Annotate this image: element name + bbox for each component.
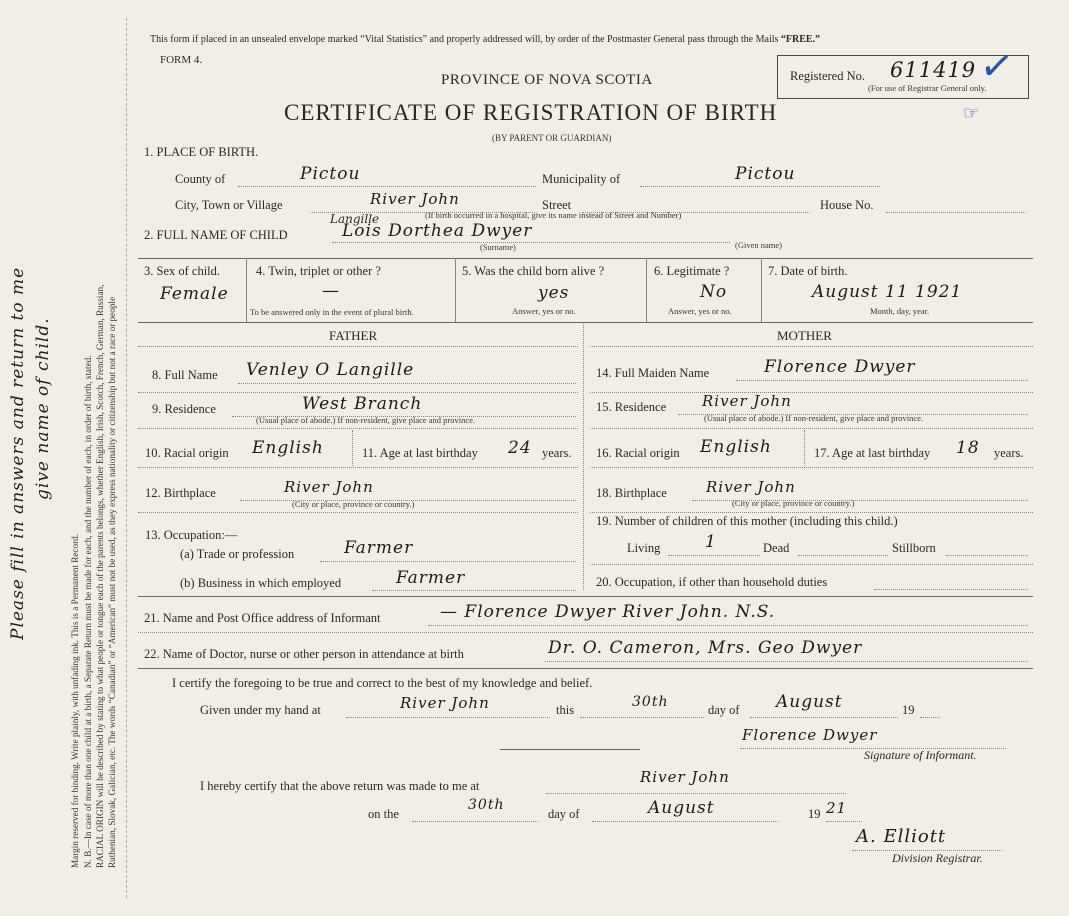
mother-birthplace-value: River John: [706, 478, 796, 496]
father-birthplace-value: River John: [284, 478, 374, 496]
child-name-label: 2. FULL NAME OF CHILD: [144, 228, 288, 242]
mother-heading: MOTHER: [777, 328, 832, 343]
registrar-day-of-label: day of: [548, 807, 580, 821]
father-birthplace-label: 12. Birthplace: [145, 486, 216, 500]
mother-race-value: English: [700, 437, 772, 457]
alive-label: 5. Was the child born alive ?: [462, 264, 605, 278]
surname-caption: (Surname): [480, 242, 516, 252]
father-age-value: 24: [508, 438, 532, 458]
alive-value: yes: [538, 283, 570, 303]
signature-caption: Signature of Informant.: [864, 748, 977, 762]
father-age-label: 11. Age at last birthday: [362, 446, 478, 460]
registrar-year-prefix: 19: [808, 807, 821, 821]
father-occupation-label: 13. Occupation:—: [145, 528, 238, 542]
certify-text: I certify the foregoing to be true and correct to the best of my knowledge and belief.: [172, 676, 593, 690]
given-month-value: August: [776, 692, 843, 712]
margin-binding-note: Margin reserved for binding. Write plainly, with unfading ink. This is a Permanent Record.: [70, 533, 80, 868]
given-day-value: 30th: [632, 694, 669, 710]
registrar-month-value: August: [648, 798, 715, 818]
mother-children-label: 19. Number of children of this mother (including this child.): [596, 514, 898, 528]
father-race-value: English: [252, 438, 324, 458]
mother-residence-label: 15. Residence: [596, 400, 667, 414]
mother-name-value: Florence Dwyer: [764, 357, 916, 377]
margin-racial-origin-note-cont: Ruthenian, Slovak, Galician, etc. The words “Canadian” or “American” must not be used, as they express nationality or citizenship but not a race or people: [107, 296, 117, 868]
twin-value: —: [322, 281, 340, 301]
margin-handwritten-note-1: Please fill in answers and return to me: [8, 266, 28, 640]
sex-value: Female: [160, 284, 229, 304]
on-the-label: on the: [368, 807, 399, 821]
father-trade-label: (a) Trade or profession: [180, 547, 295, 561]
dead-label: Dead: [763, 541, 790, 555]
father-birthplace-note: (City or place, province or country.): [292, 499, 415, 509]
page-subtitle: (BY PARENT OR GUARDIAN): [492, 133, 612, 143]
father-business-label: (b) Business in which employed: [180, 576, 342, 590]
child-name-value: Lois Dorthea Dwyer: [342, 221, 533, 241]
registrar-use-note: (For use of Registrar General only.: [868, 83, 987, 93]
father-residence-label: 9. Residence: [152, 402, 216, 416]
county-value: Pictou: [300, 164, 361, 184]
street-note: (If birth occurred in a hospital, give its name instead of Street and Number): [425, 210, 682, 220]
given-name-caption: (Given name): [735, 240, 782, 250]
page-title: CERTIFICATE OF REGISTRATION OF BIRTH: [284, 100, 778, 125]
stamp-icon: ☞: [963, 103, 980, 123]
mother-residence-note: (Usual place of abode.) If non-resident, give place and province.: [704, 413, 924, 423]
mother-occupation-label: 20. Occupation, if other than household duties: [596, 575, 828, 589]
registrar-signature: A. Elliott: [856, 826, 947, 847]
mother-age-label: 17. Age at last birthday: [814, 446, 931, 460]
mother-birthplace-note: (City or place, province or country.): [732, 498, 855, 508]
twin-note: To be answered only in the event of plural birth.: [250, 307, 414, 317]
attendant-label: 22. Name of Doctor, nurse or other person in attendance at birth: [144, 647, 464, 661]
province-heading: PROVINCE OF NOVA SCOTIA: [441, 72, 653, 88]
street-label: Street: [542, 198, 572, 212]
date-of-birth-note: Month, day, year.: [870, 306, 930, 316]
given-place-value: River John: [400, 694, 490, 712]
registrar-day-value: 30th: [468, 797, 505, 813]
father-heading: FATHER: [329, 328, 378, 343]
father-residence-note: (Usual place of abode.) If non-resident, give place and province.: [256, 415, 476, 425]
mother-age-value: 18: [956, 438, 980, 458]
twin-label: 4. Twin, triplet or other ?: [256, 264, 381, 278]
stillborn-label: Stillborn: [892, 541, 936, 555]
place-of-birth-heading: 1. PLACE OF BIRTH.: [144, 145, 259, 159]
father-name-label: 8. Full Name: [152, 368, 218, 382]
registrar-year-value: 21: [826, 799, 848, 817]
legitimate-value: No: [700, 282, 728, 302]
margin-handwritten-note-2: give name of child.: [33, 317, 53, 500]
margin-racial-origin-note: RACIAL ORIGIN will be described by stating to what people or tongue each of the parents belongs, whether English, Irish, Scotch, French, German, Russian,: [95, 284, 105, 868]
registrar-caption: Division Registrar.: [892, 851, 983, 865]
mother-birthplace-label: 18. Birthplace: [596, 486, 667, 500]
date-of-birth-value: August 11 1921: [812, 282, 963, 302]
form-number: FORM 4.: [160, 54, 203, 66]
mother-age-unit: years.: [994, 446, 1024, 460]
municipality-label: Municipality of: [542, 172, 621, 186]
living-label: Living: [627, 541, 661, 555]
mother-residence-value: River John: [702, 392, 792, 410]
county-label: County of: [175, 172, 226, 186]
sex-label: 3. Sex of child.: [144, 264, 221, 278]
given-day-of-label: day of: [708, 703, 740, 717]
date-of-birth-label: 7. Date of birth.: [768, 264, 848, 278]
father-age-unit: years.: [542, 446, 572, 460]
registered-label: Registered No.: [790, 69, 865, 83]
mother-name-label: 14. Full Maiden Name: [596, 366, 710, 380]
municipality-value: Pictou: [735, 164, 796, 184]
child-surname-value: Langille: [330, 212, 380, 226]
city-label: City, Town or Village: [175, 198, 283, 212]
margin-rule: [126, 18, 127, 898]
legitimate-label: 6. Legitimate ?: [654, 264, 730, 278]
mother-race-label: 16. Racial origin: [596, 446, 680, 460]
living-value: 1: [705, 532, 717, 552]
informant-signature: Florence Dwyer: [742, 726, 878, 744]
house-label: House No.: [820, 198, 874, 212]
registrar-place-value: River John: [640, 768, 730, 786]
father-residence-value: West Branch: [302, 394, 423, 414]
informant-label: 21. Name and Post Office address of Informant: [144, 611, 381, 625]
father-trade-value: Farmer: [344, 538, 414, 558]
legitimate-note: Answer, yes or no.: [668, 306, 732, 316]
attendant-value: Dr. O. Cameron, Mrs. Geo Dwyer: [548, 638, 863, 658]
mail-notice: This form if placed in an unsealed envelope marked “Vital Statistics” and properly addressed will, by order of the Postmaster General pass through the Mails “FREE.”: [150, 34, 821, 45]
alive-note: Answer, yes or no.: [512, 306, 576, 316]
check-mark-icon: ✓: [976, 41, 1017, 93]
father-business-value: Farmer: [396, 568, 466, 588]
registrar-statement: I hereby certify that the above return was made to me at: [200, 779, 480, 793]
given-under-label: Given under my hand at: [200, 703, 321, 717]
margin-nb-note: N. B.—In case of more than one child at a birth, a Separate Return must be made for each, and the number of each, in order of birth, stated.: [83, 355, 93, 868]
given-year-prefix: 19: [902, 703, 915, 717]
father-name-value: Venley O Langille: [246, 360, 415, 380]
city-value: River John: [370, 190, 460, 208]
this-label: this: [556, 703, 575, 717]
registered-number: 611419: [890, 58, 977, 82]
informant-value: — Florence Dwyer River John. N.S.: [440, 602, 776, 622]
father-race-label: 10. Racial origin: [145, 446, 229, 460]
